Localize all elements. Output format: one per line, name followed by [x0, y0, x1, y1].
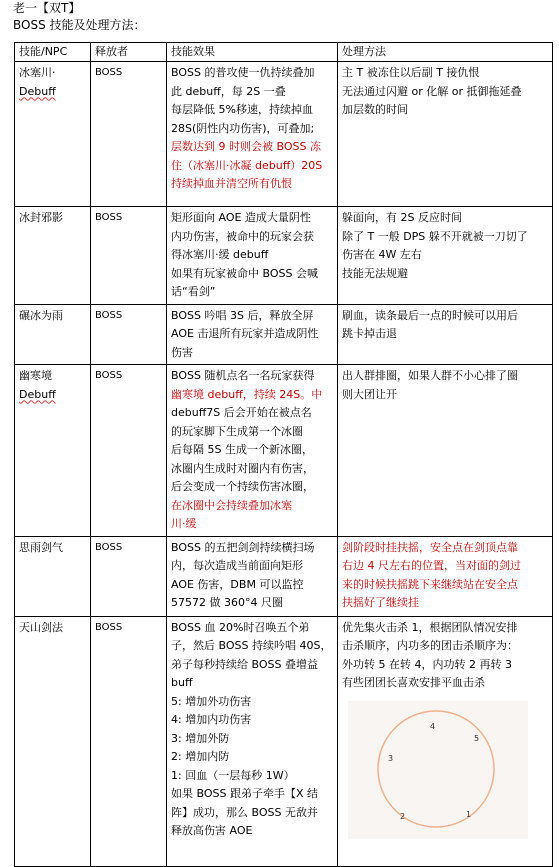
effect-line: 的玩家脚下生成第一个冰圈 [171, 424, 303, 438]
skill-name-suffix: Debuff [19, 387, 56, 401]
effect-cell [167, 304, 338, 365]
effect-line: 内功伤害，被命中的玩家会获 [171, 229, 314, 243]
skills-table [14, 42, 553, 867]
disciple-label: 4 [430, 721, 436, 731]
effect-line: BOSS 吟唱 3S 后，释放全屏 [171, 308, 314, 322]
effect-line: 话“看剑” [171, 285, 216, 298]
handling-cell [338, 616, 553, 866]
handling-cell [338, 62, 553, 207]
effect-line: 后会变成一个持续伤害冰圈， [171, 480, 314, 493]
skill-name-cell [15, 304, 91, 365]
disciple-label: 1 [466, 809, 472, 819]
effect-line: 得冰塞川·缓 debuff [171, 248, 269, 261]
effect-line: 川·缓 [171, 517, 197, 530]
handling-line: 刷血，读条最后一点的时候可以用后 [342, 308, 518, 322]
table-row [15, 536, 553, 616]
caster-cell: BOSS [91, 536, 167, 616]
effect-line: 冰圈内生成时对圈内有伤害， [171, 461, 314, 475]
effect-line: 此 debuff，每 2S 一叠 [171, 84, 286, 98]
handling-line: 有些团团长喜欢安排平血击杀 [342, 676, 485, 689]
arena-circle [378, 711, 494, 827]
effect-line: 幽寒境 debuff，持续 24S。中 [171, 387, 323, 401]
effect-line: 28S(阴性内功伤害)，可叠加; [171, 121, 315, 135]
effect-line: 层数达到 9 时则会被 BOSS 冻 [171, 140, 321, 153]
effect-line: 弟子每秒持续给 BOSS 叠增益 [171, 657, 318, 671]
effect-line: 3: 增加外防 [171, 731, 230, 745]
effect-line: 释放高伤害 AOE [171, 824, 253, 837]
effect-line: 57572 做 360°4 尺圈 [171, 596, 283, 609]
effect-cell [167, 536, 338, 616]
handling-cell [338, 207, 553, 305]
table-header-row [15, 43, 553, 62]
effect-cell [167, 62, 338, 207]
table-row [15, 616, 553, 866]
effect-line: BOSS 的五把剑剑持续横扫场 [171, 540, 315, 554]
handling-line: 出人群排圈，如果人群不小心排了圈 [342, 369, 518, 382]
effect-line: BOSS 随机点名一名玩家获得 [171, 369, 315, 382]
column-header-handling: 处理方法 [338, 43, 553, 62]
effect-line: 伤害 [171, 345, 193, 359]
handling-cell [338, 536, 553, 616]
handling-line: 躲面向，有 2S 反应时间 [342, 211, 462, 224]
skill-name-cell [15, 62, 91, 207]
column-header-caster: 释放者 [91, 43, 167, 62]
skill-name-cell [15, 365, 91, 537]
table-row [15, 304, 553, 365]
skill-name: 冰封邪影 [19, 211, 63, 224]
effect-line: 在冰圈中会持续叠加冰塞 [171, 498, 292, 512]
effect-line: 4: 增加内功伤害 [171, 713, 252, 726]
handling-line: 无法通过闪避 or 化解 or 抵御拖延叠 [342, 84, 522, 98]
effect-line: 5: 增加外功伤害 [171, 694, 252, 708]
caster-cell: BOSS [91, 365, 167, 537]
column-header-effect: 技能效果 [167, 43, 338, 62]
disciple-position-diagram [348, 701, 528, 839]
disciple-label: 5 [474, 733, 480, 743]
handling-cell [338, 304, 553, 365]
effect-line: 每层降低 5%移速，持续掉血 [171, 103, 313, 116]
table-row [15, 365, 553, 537]
handling-line: 则大团让开 [342, 387, 397, 401]
skill-name: 天山剑法 [19, 620, 63, 634]
effect-line: BOSS 血 20%时召唤五个弟 [171, 620, 310, 634]
column-header-skill: 技能/NPC [15, 43, 91, 62]
effect-line: 内，每次造成当前面向矩形 [171, 559, 303, 572]
caster-cell: BOSS [91, 616, 167, 866]
handling-line: 主 T 被冻住以后副 T 接仇恨 [342, 66, 480, 79]
effect-line: 住（冰塞川·冰凝 debuff）20S [171, 158, 323, 172]
skill-name: 幽寒境 [19, 369, 52, 382]
handling-line: 右边 4 尺左右的位置，当对面的剑过 [342, 559, 521, 572]
table-row [15, 62, 553, 207]
handling-line: 加层数的时间 [342, 103, 408, 116]
skill-name: 思雨剑气 [19, 540, 63, 554]
skill-name-suffix: Debuff [19, 84, 56, 98]
handling-line: 跳卡掉击退 [342, 327, 397, 340]
section-subtitle: BOSS 技能及处理方法： [13, 18, 146, 32]
skill-name-cell [15, 207, 91, 305]
handling-line: 来的时候扶摇跳下来继续站在安全点 [342, 577, 518, 591]
handling-line: 扶摇好了继续挂 [342, 596, 419, 609]
caster-cell: BOSS [91, 207, 167, 305]
handling-line: 剑阶段时挂扶摇，安全点在剑顶点靠 [342, 540, 518, 554]
skill-name-cell [15, 536, 91, 616]
handling-line: 外功转 5 在转 4，内功转 2 再转 3 [342, 657, 512, 671]
boss-title: 老一【双T】 [13, 1, 81, 15]
effect-line: debuff7S 后会开始在被点名 [171, 406, 312, 419]
effect-line: 矩形面向 AOE 造成大量阴性 [171, 211, 311, 224]
effect-line: 如果 BOSS 跟弟子牵手【X 结 [171, 787, 319, 800]
effect-cell [167, 616, 338, 866]
effect-line: 阵】成功，那么 BOSS 无敌并 [171, 805, 318, 819]
effect-line: 2: 增加内防 [171, 750, 230, 763]
effect-line: 1: 回血（一层每秒 1W） [171, 768, 295, 782]
handling-line: 伤害在 4W 左右 [342, 248, 422, 261]
handling-line: 除了 T 一般 DPS 躲不开就被一刀切了 [342, 229, 528, 243]
handling-line: 击杀顺序，内功多的团击杀顺序为： [342, 639, 518, 652]
handling-line: 优先集火击杀 1，根据团队情况安排 [342, 620, 518, 634]
effect-line: AOE 伤害，DBM 可以监控 [171, 577, 304, 591]
skill-name-cell [15, 616, 91, 866]
disciple-label: 3 [388, 753, 394, 763]
effect-line: 后每隔 5S 生成一个新冰圈， [171, 443, 313, 456]
handling-cell [338, 365, 553, 537]
disciple-label: 2 [400, 811, 406, 821]
skill-name: 冰塞川· [19, 66, 56, 79]
effect-cell [167, 365, 338, 537]
effect-line: 持续掉血并清空所有仇恨 [171, 177, 292, 190]
skill-name: 碾冰为雨 [19, 308, 63, 322]
effect-cell [167, 207, 338, 305]
effect-line: buff [171, 676, 193, 689]
effect-line: 如果有玩家被命中 BOSS 会喊 [171, 266, 318, 280]
effect-line: BOSS 的普攻使一仇持续叠加 [171, 66, 315, 79]
caster-cell: BOSS [91, 62, 167, 207]
effect-line: AOE 击退所有玩家并造成阴性 [171, 327, 319, 340]
table-row [15, 207, 553, 305]
handling-line: 技能无法规避 [342, 266, 408, 280]
effect-line: 子，然后 BOSS 持续吟唱 40S， [171, 639, 332, 652]
caster-cell: BOSS [91, 304, 167, 365]
